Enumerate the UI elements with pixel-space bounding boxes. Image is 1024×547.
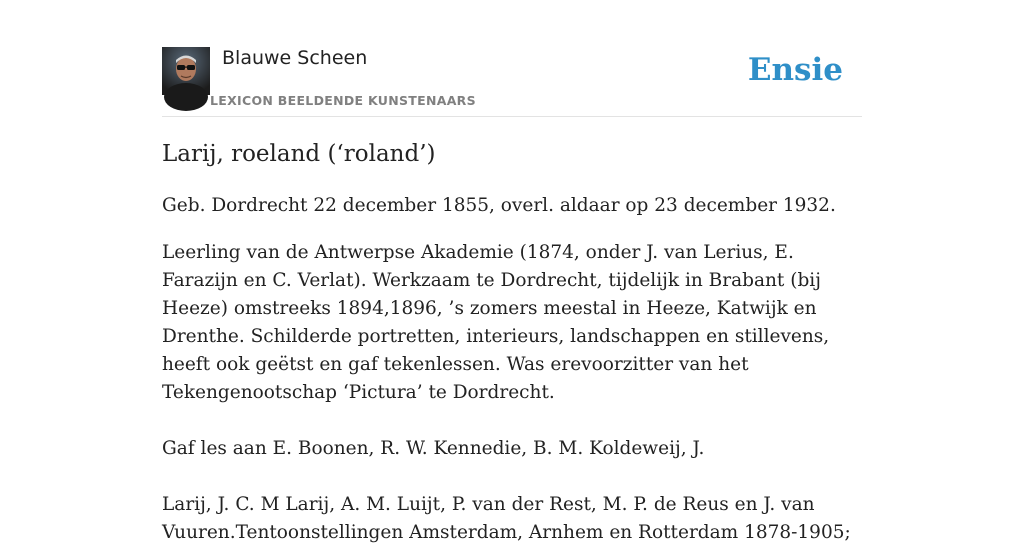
category-label[interactable]: LEXICON BEELDENDE KUNSTENAARS [210,93,476,108]
site-logo[interactable]: Ensie [747,52,843,88]
article-paragraph: Gaf les aan E. Boonen, R. W. Kennedie, B. M. Koldeweij, J. [162,438,705,459]
page-header [162,46,862,117]
author-name[interactable]: Blauwe Scheen [222,47,368,69]
page-title: Larij, roeland (‘roland’) [162,141,436,167]
article-paragraph: Leerling van de Antwerpse Akademie (1874, onder J. van Lerius, E. Farazijn en C. Verlat). Werkzaam te Dordrecht, tijdelijk in Brabant (bij Heeze) omstreeks 1894,1896, ’s zomers meestal in Heeze, Katwijk en Drenthe. Schilderde portretten, interieurs, landschappen en stillevens, heeft ook geëtst en gaf tekenlessen. Was erevoorzitter van het Tekengenootschap ‘Pictura’ te Dordrecht. [162,242,830,403]
avatar-photo-icon [162,47,210,95]
avatar[interactable] [162,47,210,95]
article-paragraph: Larij, J. C. M Larij, A. M. Luijt, P. van der Rest, M. P. de Reus en J. van Vuuren.Tentoonstellingen Amsterdam, Arnhem en Rotterdam 1878-1905; [162,494,851,543]
article-content [162,134,872,547]
article-paragraph: Geb. Dordrecht 22 december 1855, overl. aldaar op 23 december 1932. [162,195,836,216]
